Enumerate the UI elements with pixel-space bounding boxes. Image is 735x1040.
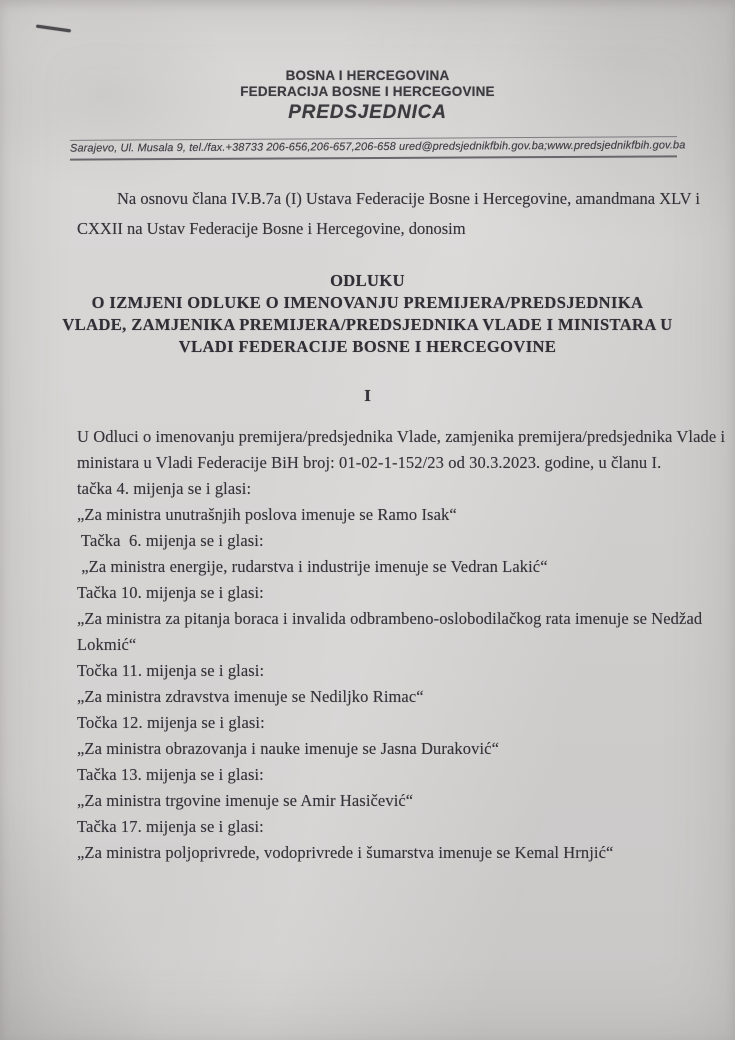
letterhead	[0, 68, 735, 124]
document-title-line: O IZMJENI ODLUKE O IMENOVANJU PREMIJERA/PREDSJEDNIKA	[91, 293, 644, 312]
document-title-line: VLADE, ZAMJENIKA PREMIJERA/PREDSJEDNIKA VLADE I MINISTARA U	[62, 315, 673, 334]
body-line: Tačka 13. mijenja se i glasi:	[77, 765, 264, 784]
pen-mark	[36, 25, 71, 32]
body-line: ministara u Vladi Federacije BiH broj: 01-02-1-152/23 od 30.3.2023. godine, u članu I.	[77, 453, 662, 472]
body-line: „Za ministra energije, rudarstva i industrije imenuje se Vedran Lakić“	[77, 557, 548, 576]
letterhead-country: BOSNA I HERCEGOVINA	[285, 68, 450, 83]
document-title	[0, 270, 735, 358]
body-line: U Odluci o imenovanju premijera/predsjednika Vlade, zamjenika premijera/predsjednika Vlade i	[77, 427, 726, 446]
body-line: Tačka 6. mijenja se i glasi:	[77, 531, 264, 550]
body-line: „Za ministra unutrašnjih poslova imenuje se Ramo Isak“	[77, 505, 457, 524]
body-line: „Za ministra trgovine imenuje se Amir Hasičević“	[77, 791, 414, 810]
letterhead-entity: FEDERACIJA BOSNE I HERCEGOVINE	[240, 84, 495, 99]
letterhead-contact: Sarajevo, Ul. Musala 9, tel./fax.+38733 206-656,206-657,206-658 ured@predsjednikfbih.gov.ba;www.predsjednikfbih.gov.ba	[69, 139, 686, 155]
body-line: Tačka 17. mijenja se i glasi:	[77, 817, 264, 836]
document-title-line: VLADI FEDERACIJE BOSNE I HERCEGOVINE	[178, 337, 557, 356]
body-line: „Za ministra za pitanja boraca i invalida odbrambeno-oslobodilačkog rata imenuje se Nedžad	[77, 609, 703, 628]
document-body	[77, 424, 726, 866]
document-title-line: ODLUKU	[330, 271, 405, 290]
preamble	[77, 184, 700, 244]
body-line: Točka 11. mijenja se i glasi:	[77, 661, 265, 680]
body-line: tačka 4. mijenja se i glasi:	[77, 479, 252, 498]
preamble-line: Na osnovu člana IV.B.7a (I) Ustava Federacije Bosne i Hercegovine, amandmana XLV i	[117, 189, 700, 208]
letterhead-rule-bottom	[70, 155, 677, 160]
preamble-line: CXXII na Ustav Federacije Bosne i Hercegovine, donosim	[77, 219, 466, 238]
body-line: „Za ministra zdravstva imenuje se Nediljko Rimac“	[77, 687, 424, 706]
body-line: Točka 12. mijenja se i glasi:	[77, 713, 265, 732]
body-line: Tačka 10. mijenja se i glasi:	[77, 583, 264, 602]
body-line: „Za ministra poljoprivrede, vodoprivrede i šumarstva imenuje se Kemal Hrnjić“	[77, 843, 614, 862]
body-line: Lokmić“	[77, 635, 137, 654]
section-number: I	[364, 386, 371, 405]
body-line: „Za ministra obrazovanja i nauke imenuje se Jasna Duraković“	[77, 739, 500, 758]
letterhead-institution: PREDSJEDNICA	[288, 102, 447, 123]
